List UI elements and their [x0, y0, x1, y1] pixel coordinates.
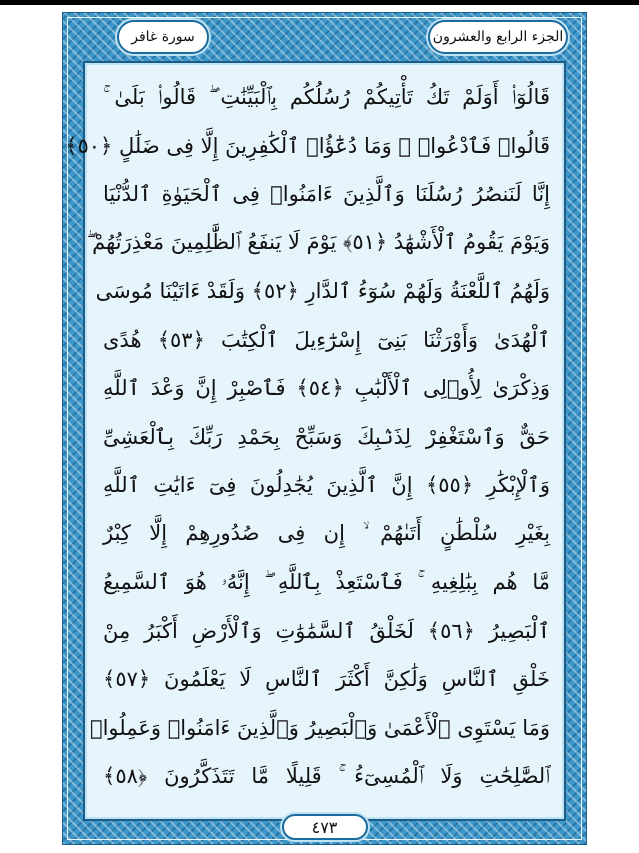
page-number-box: [282, 814, 368, 840]
verse-line: وَٱلْإِبْكَٰرِ ﴿٥٥﴾ إِنَّ ٱلَّذِينَ يُجَٰدِلُونَ فِىٓ ءَايَٰتِ ٱللَّهِ: [103, 473, 550, 498]
quran-page-text-area: [65, 61, 566, 821]
surah-label-box: [117, 20, 209, 54]
verse-line: ٱلْهُدَىٰ وَأَوْرَثْنَا بَنِىٓ إِسْرَٰٓءِيلَ ٱلْكِتَٰبَ ﴿٥٣﴾ هُدًى: [103, 327, 550, 352]
verse-line: وَمَا يَسْتَوِى ٱلْأَعْمَىٰ وَٱلْبَصِيرُ وَٱلَّذِينَ ءَامَنُوا۟ وَعَمِلُوا۟: [89, 715, 550, 740]
verse-line: وَلَهُمُ ٱللَّعْنَةُ وَلَهُمْ سُوٓءُ ٱلدَّارِ ﴿٥٢﴾ وَلَقَدْ ءَاتَيْنَا مُوسَى: [95, 279, 550, 304]
verse-line: ٱلْبَصِيرُ ﴿٥٦﴾ لَخَلْقُ ٱلسَّمَٰوَٰتِ وَٱلْأَرْضِ أَكْبَرُ مِنْ: [103, 618, 550, 643]
verse-line: خَلْقِ ٱلنَّاسِ وَلَٰكِنَّ أَكْثَرَ ٱلنَّاسِ لَا يَعْلَمُونَ ﴿٥٧﴾: [103, 667, 550, 692]
page-frame: [62, 12, 587, 845]
juz-label-box: [428, 20, 568, 54]
verse-line: حَقٌّ وَٱسْتَغْفِرْ لِذَنۢبِكَ وَسَبِّحْ بِحَمْدِ رَبِّكَ بِٱلْعَشِىِّ: [103, 424, 550, 449]
juz-label: الجزء الرابع والعشرون: [432, 29, 564, 45]
verse-line: إِنَّا لَنَنصُرُ رُسُلَنَا وَٱلَّذِينَ ءَامَنُوا۟ فِى ٱلْحَيَوٰةِ ٱلدُّنْيَا: [103, 182, 550, 207]
verse-line: مَّا هُم بِبَٰلِغِيهِ ۚ فَٱسْتَعِذْ بِٱللَّهِ ۖ إِنَّهُۥ هُوَ ٱلسَّمِيعُ: [103, 569, 550, 594]
verse-line: وَذِكْرَىٰ لِأُو۟لِى ٱلْأَلْبَٰبِ ﴿٥٤﴾ فَٱصْبِرْ إِنَّ وَعْدَ ٱللَّهِ: [103, 376, 550, 401]
verse-line: قَالُوا۟ فَٱدْعُوا۟ ۗ وَمَا دُعَٰٓؤُا۟ ٱلْكَٰفِرِينَ إِلَّا فِى ضَلَٰلٍ ﴿٥٠﴾: [65, 133, 550, 158]
page-number: ٤٧٣: [311, 817, 338, 837]
verse-line: قَالُوٓا۟ أَوَلَمْ تَكُ تَأْتِيكُمْ رُسُلُكُم بِٱلْبَيِّنَٰتِ ۖ قَالُوا۟ بَلَىٰ ۚ: [103, 84, 550, 109]
verse-line: وَيَوْمَ يَقُومُ ٱلْأَشْهَٰدُ ﴿٥١﴾ يَوْمَ لَا يَنفَعُ ٱلظَّٰلِمِينَ مَعْذِرَتُهُمْ ۖ: [86, 230, 550, 255]
top-bar: [0, 0, 639, 5]
verse-lines: [65, 73, 550, 801]
surah-label: سورة غافر: [131, 29, 195, 45]
verse-line: ٱلصَّٰلِحَٰتِ وَلَا ٱلْمُسِىٓءُ ۚ قَلِيلًا مَّا تَتَذَكَّرُونَ ﴿٥٨﴾: [103, 763, 550, 788]
verse-line: بِغَيْرِ سُلْطَٰنٍ أَتَىٰهُمْ ۙ إِن فِى صُدُورِهِمْ إِلَّا كِبْرٌ: [103, 521, 550, 546]
